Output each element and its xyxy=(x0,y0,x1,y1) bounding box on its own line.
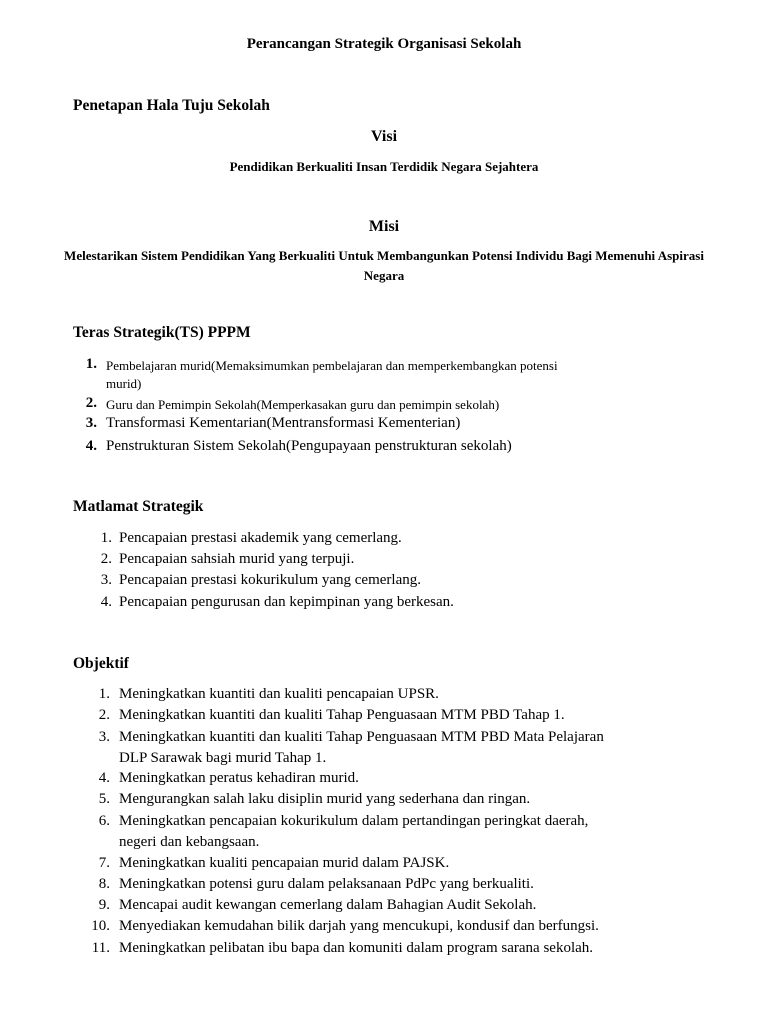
list-number: 3. xyxy=(85,415,97,431)
list-number: 6. xyxy=(98,813,110,829)
misi-label: Misi xyxy=(368,218,400,235)
objektif-heading: Objektif xyxy=(73,655,129,672)
list-item-text: Pencapaian sahsiah murid yang terpuji. xyxy=(119,551,355,567)
list-number: 1. xyxy=(100,530,112,546)
list-item-text: Meningkatkan pencapaian kokurikulum dalam pertandingan peringkat daerah, xyxy=(119,813,589,829)
list-item-text: Mencapai audit kewangan cemerlang dalam Bahagian Audit Sekolah. xyxy=(119,897,537,913)
list-number: 11. xyxy=(91,940,110,956)
list-number: 3. xyxy=(98,729,110,745)
list-number: 1. xyxy=(98,686,110,702)
list-number: 2. xyxy=(85,395,97,411)
list-number: 7. xyxy=(98,855,110,871)
teras-heading: Teras Strategik(TS) PPPM xyxy=(73,324,251,341)
list-item-text: Menyediakan kemudahan bilik darjah yang mencukupi, kondusif dan berfungsi. xyxy=(119,918,599,934)
list-item-text: Pencapaian prestasi akademik yang cemerlang. xyxy=(119,530,402,546)
list-number: 10. xyxy=(91,918,110,934)
list-item-text: Meningkatkan pelibatan ibu bapa dan komuniti dalam program sarana sekolah. xyxy=(119,940,594,956)
list-number: 4. xyxy=(100,594,112,610)
visi-text: Pendidikan Berkualiti Insan Terdidik Negara Sejahtera xyxy=(229,159,539,174)
list-item-text: Penstrukturan Sistem Sekolah(Pengupayaan penstrukturan sekolah) xyxy=(106,438,512,454)
list-number: 5. xyxy=(98,791,110,807)
list-item-text: Meningkatkan kuantiti dan kualiti Tahap Penguasaan MTM PBD Mata Pelajaran xyxy=(119,729,604,745)
list-item-text: Pencapaian prestasi kokurikulum yang cemerlang. xyxy=(119,572,421,588)
list-item-text: Meningkatkan kuantiti dan kualiti pencapaian UPSR. xyxy=(119,686,439,702)
list-number: 9. xyxy=(98,897,110,913)
list-item-text: Guru dan Pemimpin Sekolah(Memperkasakan guru dan pemimpin sekolah) xyxy=(106,397,500,412)
list-number: 4. xyxy=(85,438,97,454)
document-title: Perancangan Strategik Organisasi Sekolah xyxy=(246,36,522,52)
hala-tuju-heading: Penetapan Hala Tuju Sekolah xyxy=(73,97,270,114)
list-item-text-cont: murid) xyxy=(106,376,142,391)
list-number: 2. xyxy=(98,707,110,723)
list-number: 4. xyxy=(98,770,110,786)
list-number: 2. xyxy=(100,551,112,567)
list-number: 3. xyxy=(100,572,112,588)
list-item-text: Meningkatkan peratus kehadiran murid. xyxy=(119,770,359,786)
misi-text: Melestarikan Sistem Pendidikan Yang Berkualiti Untuk Membangunkan Potensi Individu Bagi Memenuhi Aspirasi Negara xyxy=(64,248,704,283)
list-item-text: Meningkatkan potensi guru dalam pelaksanaan PdPc yang berkualiti. xyxy=(119,876,534,892)
list-item-text: Meningkatkan kuantiti dan kualiti Tahap Penguasaan MTM PBD Tahap 1. xyxy=(119,707,565,723)
list-item-text: Mengurangkan salah laku disiplin murid yang sederhana dan ringan. xyxy=(119,791,531,807)
visi-label: Visi xyxy=(370,128,398,145)
list-item-text: Transformasi Kementarian(Mentransformasi Kementerian) xyxy=(106,415,461,431)
matlamat-heading: Matlamat Strategik xyxy=(73,498,204,515)
list-item-text-cont: DLP Sarawak bagi murid Tahap 1. xyxy=(119,750,327,766)
list-item-text: Pencapaian pengurusan dan kepimpinan yang berkesan. xyxy=(119,594,454,610)
list-item-text-cont: negeri dan kebangsaan. xyxy=(119,834,260,850)
list-number: 8. xyxy=(98,876,110,892)
list-number: 1. xyxy=(85,356,97,372)
list-item-text: Meningkatkan kualiti pencapaian murid dalam PAJSK. xyxy=(119,855,450,871)
list-item-text: Pembelajaran murid(Memaksimumkan pembelajaran dan memperkembangkan potensi xyxy=(106,358,558,373)
